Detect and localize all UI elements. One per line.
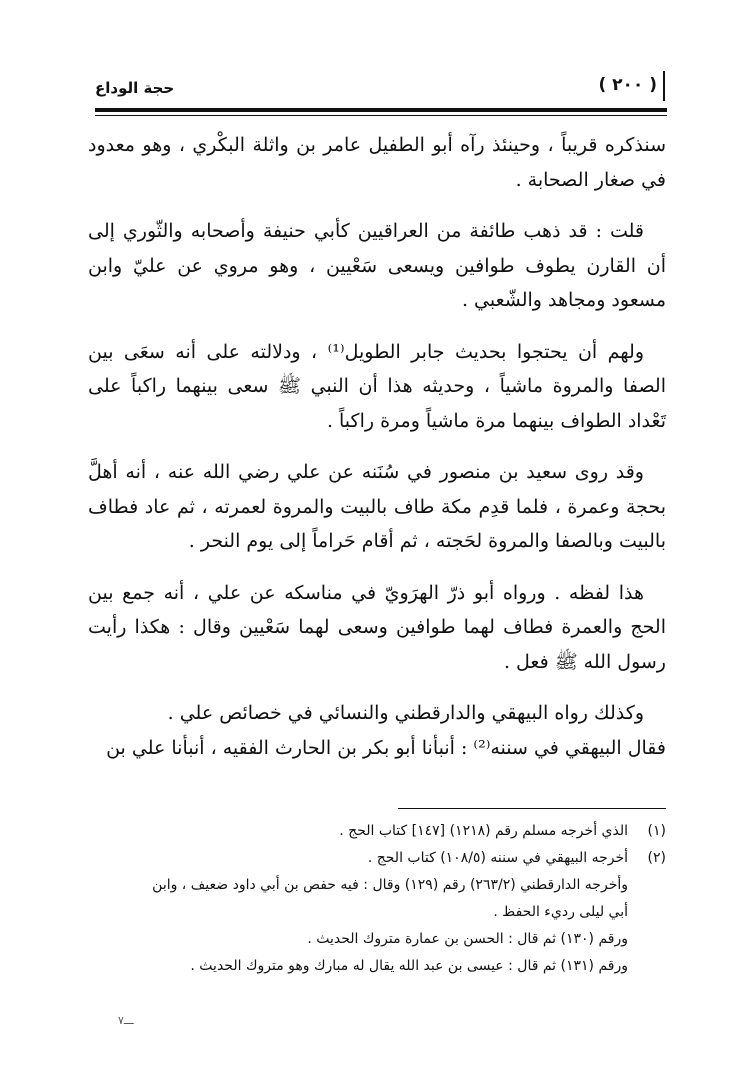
- paragraph: قلت : قد ذهب طائفة من العراقيين كأبي حنيفة وأصحابه والثّوري إلى أن القارن يطوف طوافين ويسعى سَعْيين ، وهو مروي عن عليّ وابن مسعود ومجاهد والشّعبي .: [88, 220, 666, 311]
- paragraph: ولهم أن يحتجوا بحديث جابر الطويل⁽¹⁾ ، ودلالته على أنه سعَى بين الصفا والمروة ماشياً ، وحديثه هذا أن النبي ﷺ سعى بينهما راكباً على تَعْداد الطواف بينهما مرة ماشياً ومرة راكباً .: [88, 340, 666, 432]
- footnote-number: (١): [647, 823, 666, 839]
- footnote-separator: [398, 808, 666, 809]
- paragraph: وقد روى سعيد بن منصور في سُنَنه عن علي رضي الله عنه ، أنه أهلَّ بحجة وعمرة ، فلما قدِم مكة طاف بالبيت والمروة لعمرته ، ثم عاد فطاف بالبيت وبالصفا والمروة لحَجته ، ثم أقام حَراماً إلى يوم النحر .: [88, 461, 666, 552]
- footnote-number: (٢): [647, 850, 666, 866]
- footnote-text: الذي أخرجه مسلم رقم (١٢١٨) [١٤٧] كتاب الحج .: [339, 823, 628, 839]
- paragraph: هذا لفظه . ورواه أبو ذرّ الهرَويّ في مناسكه عن علي ، أنه جمع بين الحج والعمرة فطاف لهما طوافين وسعى لهما سَعْيين وقال : هكذا رأيت رسول الله ﷺ فعل .: [88, 581, 666, 673]
- paragraph: فقال البيهقي في سننه⁽²⁾ : أنبأنا أبو بكر بن الحارث الفقيه ، أنبأنا علي بن: [106, 736, 666, 759]
- main-text: [88, 128, 666, 782]
- header-divider: [663, 71, 665, 101]
- footnote-text: أخرجه البيهقي في سننه (١٠٨/٥) كتاب الحج .: [367, 850, 628, 866]
- page-number: ( ٢٠٠ ): [598, 75, 657, 95]
- running-title: حجة الوداع: [95, 79, 175, 97]
- paragraph: وكذلك رواه البيهقي والدارقطني والنسائي في خصائص علي .: [167, 702, 644, 724]
- header-rule: [95, 108, 667, 116]
- footnotes: [140, 818, 666, 980]
- footnote-continuation: ورقم (١٣١) ثم قال : عيسى بن عبد الله يقال له مبارك وهو متروك الحديث .: [190, 958, 628, 974]
- footnote: [140, 845, 666, 872]
- footnote: [140, 818, 666, 845]
- corner-mark: ـــ٧: [118, 1014, 134, 1027]
- footnote-continuation: وأخرجه الدارقطني (٢٦٣/٢) رقم (١٢٩) وقال : فيه حفص بن أبي داود ضعيف ، وابن أبي ليلى رديء الحفظ .: [152, 877, 628, 920]
- page-header: [95, 75, 665, 103]
- footnote-continuation: ورقم (١٣٠) ثم قال : الحسن بن عمارة متروك الحديث .: [307, 931, 628, 947]
- paragraph: سنذكره قريباً ، وحينئذ رآه أبو الطفيل عامر بن واثلة البكْري ، وهو معدود في صغار الصحابة .: [88, 134, 666, 191]
